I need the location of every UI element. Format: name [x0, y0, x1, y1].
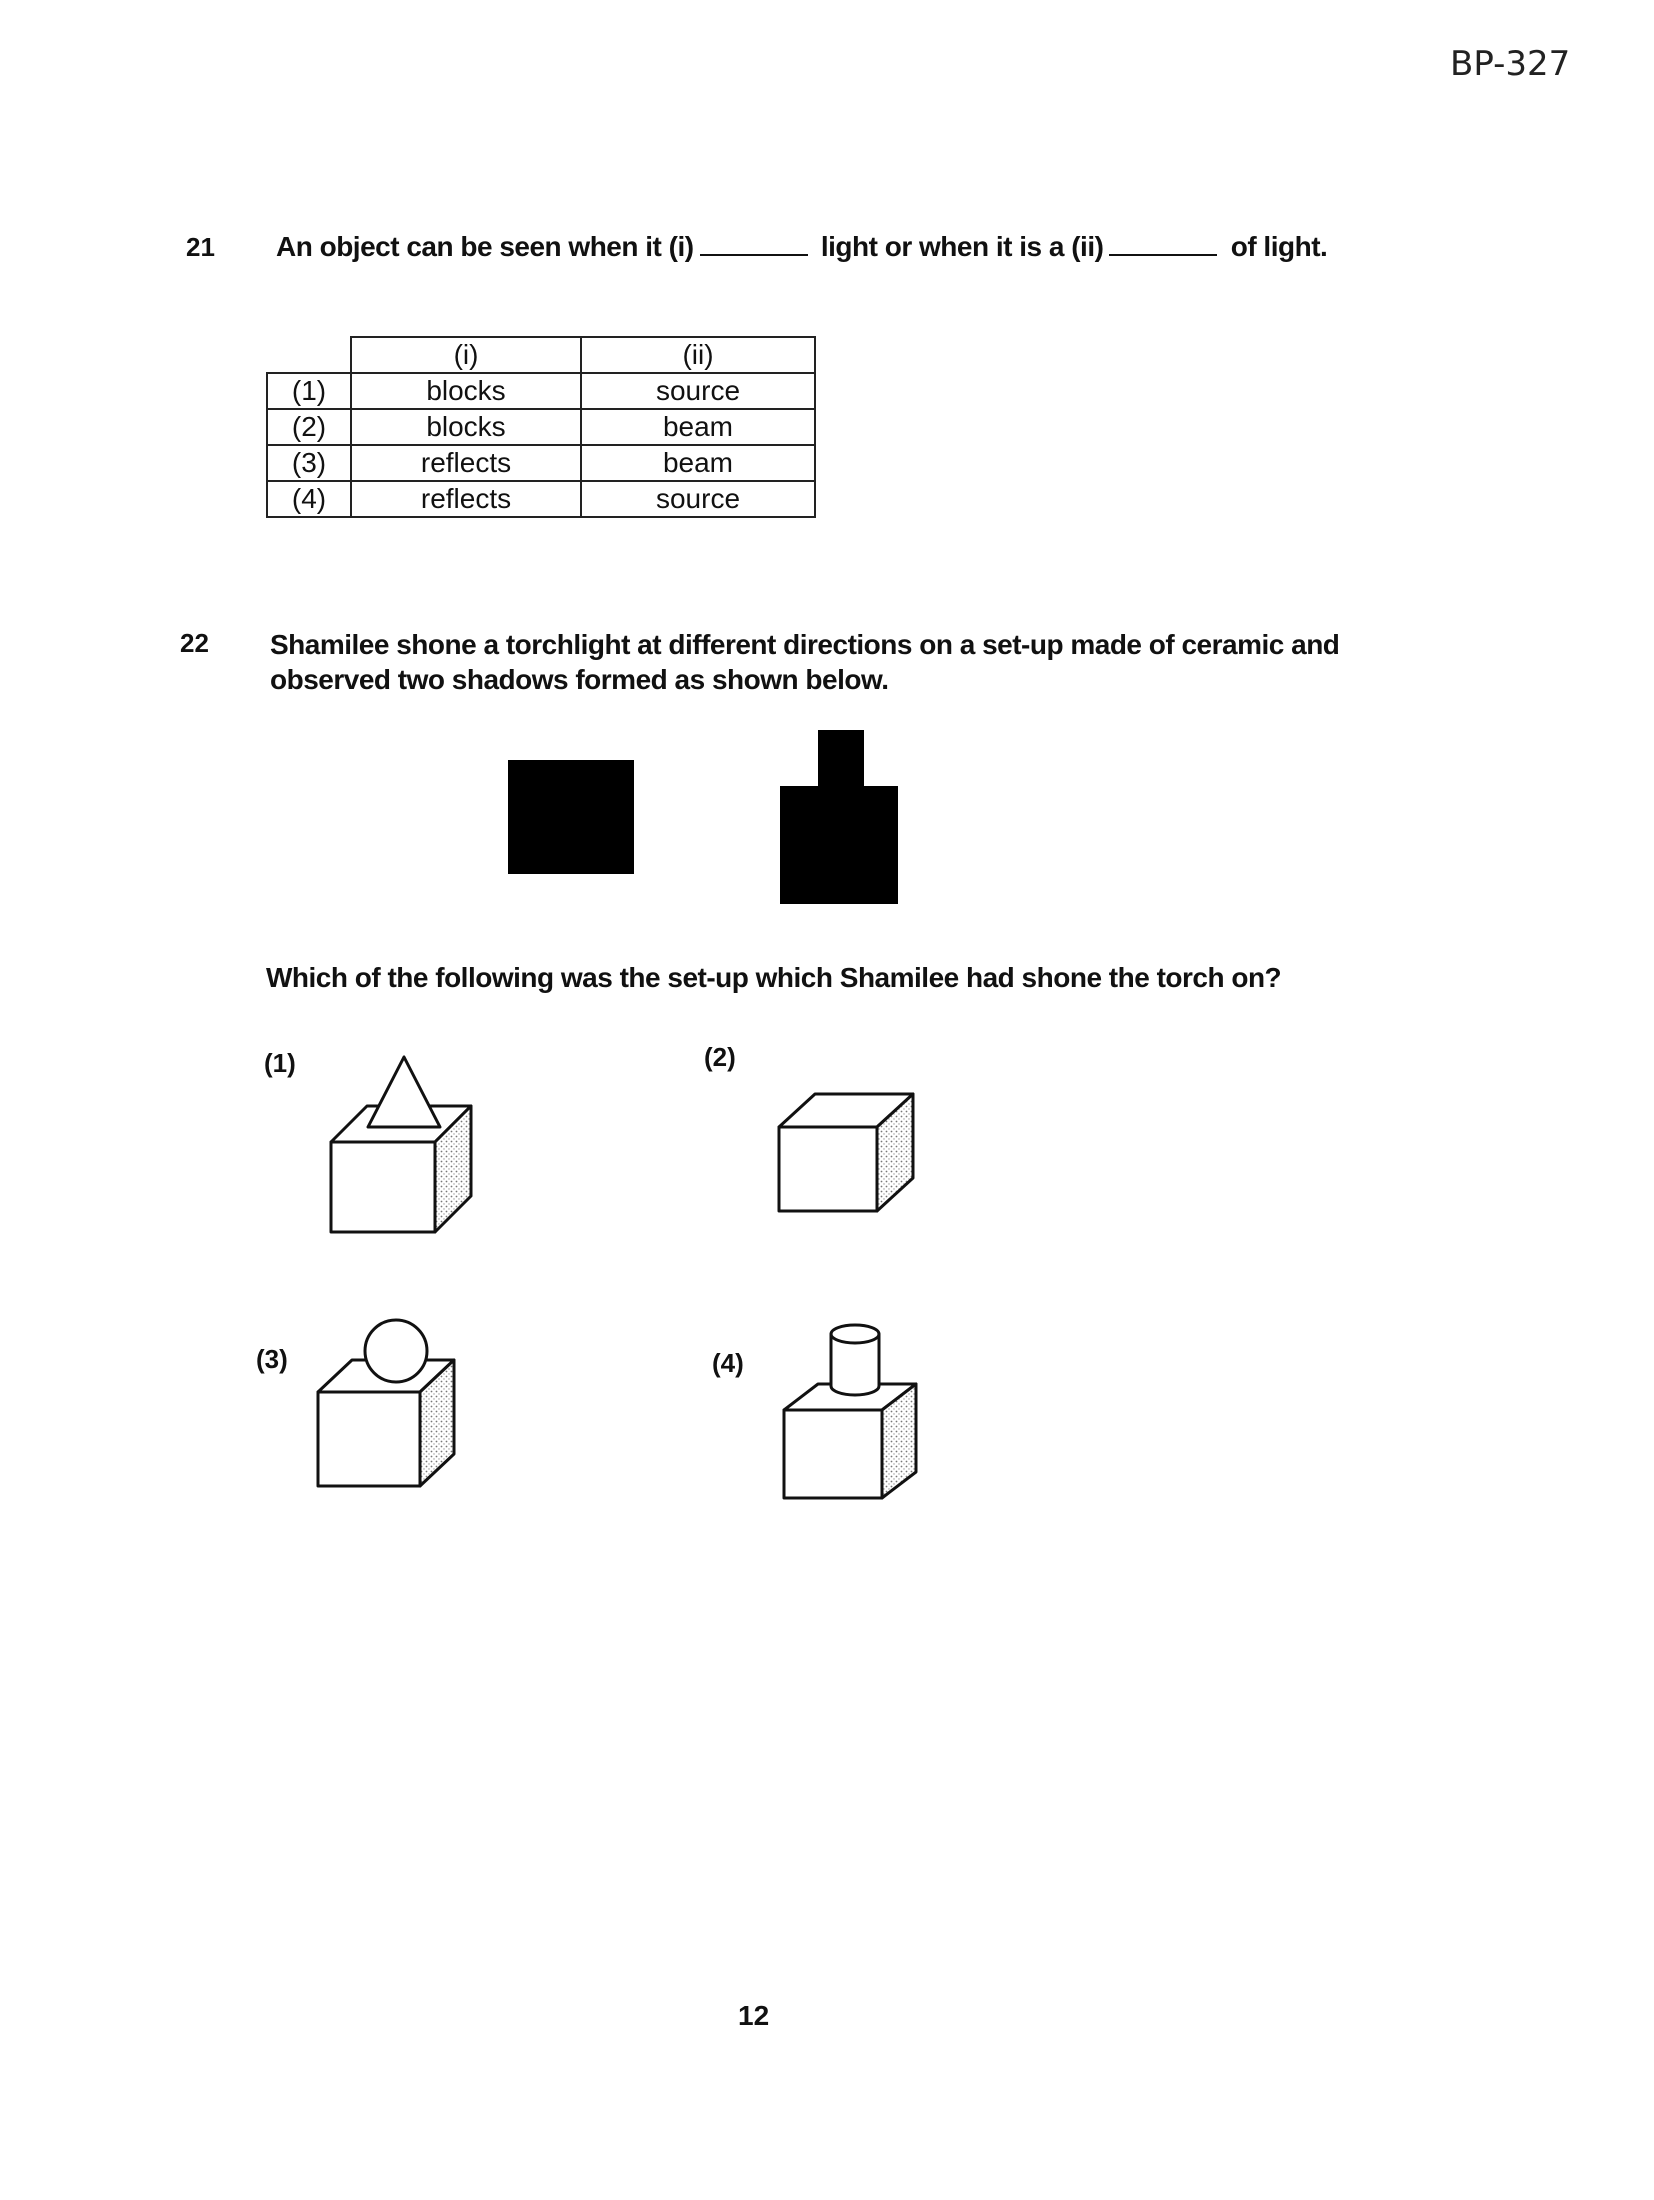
q21-marker-i: (i): [668, 231, 694, 262]
option-3-label: (3): [256, 1344, 288, 1374]
table-cell-ii: beam: [581, 409, 815, 445]
question-22-line1: Shamilee shone a torchlight at different directions on a set-up made of ceramic and: [270, 629, 1340, 660]
table-header-ii: (ii): [581, 337, 815, 373]
table-row-number: (4): [267, 481, 351, 517]
option-4-label: (4): [712, 1348, 744, 1378]
table-cell-ii: beam: [581, 445, 815, 481]
table-cell-ii: source: [581, 373, 815, 409]
paper-code: BP-327: [1450, 44, 1571, 84]
table-row-number: (1): [267, 373, 351, 409]
table-header-i: (i): [351, 337, 581, 373]
table-cell-i: blocks: [351, 409, 581, 445]
table-cell-ii: source: [581, 481, 815, 517]
table-cell-i: reflects: [351, 445, 581, 481]
table-cell-i: reflects: [351, 481, 581, 517]
option-1-label: (1): [264, 1048, 296, 1078]
question-22-number: 22: [180, 628, 209, 658]
q21-text-part2: light or when it is a: [813, 231, 1072, 262]
question-22-line2: observed two shadows formed as shown below.: [270, 664, 889, 695]
question-22-prompt: Which of the following was the set-up which Shamilee had shone the torch on?: [266, 962, 1282, 993]
option-2-label: (2): [704, 1042, 736, 1072]
option-3-cube-with-sphere: [318, 1320, 454, 1486]
option-1-cube-with-pyramid: [331, 1057, 471, 1232]
table-row-number: (2): [267, 409, 351, 445]
q21-text-part3: of light.: [1223, 231, 1328, 262]
q21-text-part1: An object can be seen when it: [276, 231, 669, 262]
q21-marker-ii: (ii): [1071, 231, 1104, 262]
table-cell-i: blocks: [351, 373, 581, 409]
page-number: 12: [738, 2000, 770, 2031]
option-4-cube-with-cylinder: [784, 1325, 916, 1498]
option-2-cube: [779, 1094, 913, 1211]
table-row-number: (3): [267, 445, 351, 481]
question-21-number: 21: [186, 232, 215, 262]
